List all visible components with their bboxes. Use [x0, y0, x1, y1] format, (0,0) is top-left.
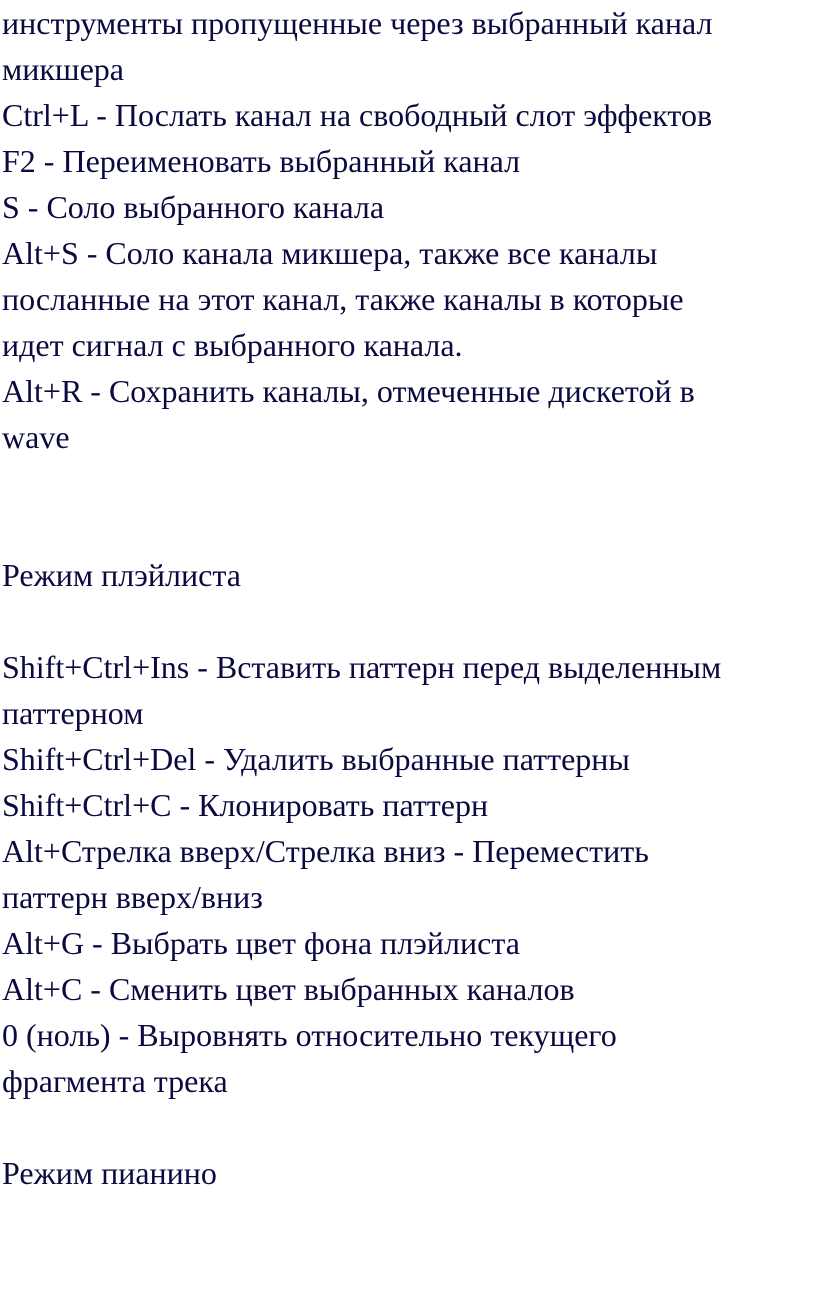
text-line: паттерн вверх/вниз — [2, 879, 263, 915]
piano-mode-heading: Режим пианино — [2, 1155, 217, 1191]
text-line: фрагмента трека — [2, 1063, 228, 1099]
text-line: паттерном — [2, 695, 144, 731]
playlist-mode-heading: Режим плэйлиста — [2, 557, 241, 593]
text-line: идет сигнал с выбранного канала. — [2, 327, 463, 363]
text-line: Ctrl+L - Послать канал на свободный слот эффектов — [2, 97, 713, 133]
text-line: инструменты пропущенные через выбранный канал — [2, 5, 713, 41]
text-line: wave — [2, 419, 70, 455]
spacer — [2, 1104, 812, 1150]
text-line: Alt+S - Соло канала микшера, также все каналы — [2, 235, 658, 271]
text-line: 0 (ноль) - Выровнять относительно текущего — [2, 1017, 617, 1053]
spacer — [2, 460, 812, 552]
text-line: S - Соло выбранного канала — [2, 189, 385, 225]
text-line: Shift+Ctrl+Ins - Вставить паттерн перед выделенным — [2, 649, 722, 685]
text-line: Alt+R - Сохранить каналы, отмеченные дискетой в — [2, 373, 695, 409]
spacer — [2, 598, 812, 644]
text-line: F2 - Переименовать выбранный канал — [2, 143, 521, 179]
mixer-shortcuts-section — [2, 0, 812, 460]
text-line: Shift+Ctrl+Del - Удалить выбранные паттерны — [2, 741, 630, 777]
document-body — [2, 0, 812, 1196]
text-line: Alt+C - Сменить цвет выбранных каналов — [2, 971, 575, 1007]
playlist-shortcuts-section — [2, 644, 812, 1104]
text-line: посланные на этот канал, также каналы в которые — [2, 281, 684, 317]
text-line: Alt+Стрелка вверх/Стрелка вниз - Переместить — [2, 833, 649, 869]
text-line: Alt+G - Выбрать цвет фона плэйлиста — [2, 925, 520, 961]
text-line: микшера — [2, 51, 124, 87]
text-line: Shift+Ctrl+C - Клонировать паттерн — [2, 787, 489, 823]
